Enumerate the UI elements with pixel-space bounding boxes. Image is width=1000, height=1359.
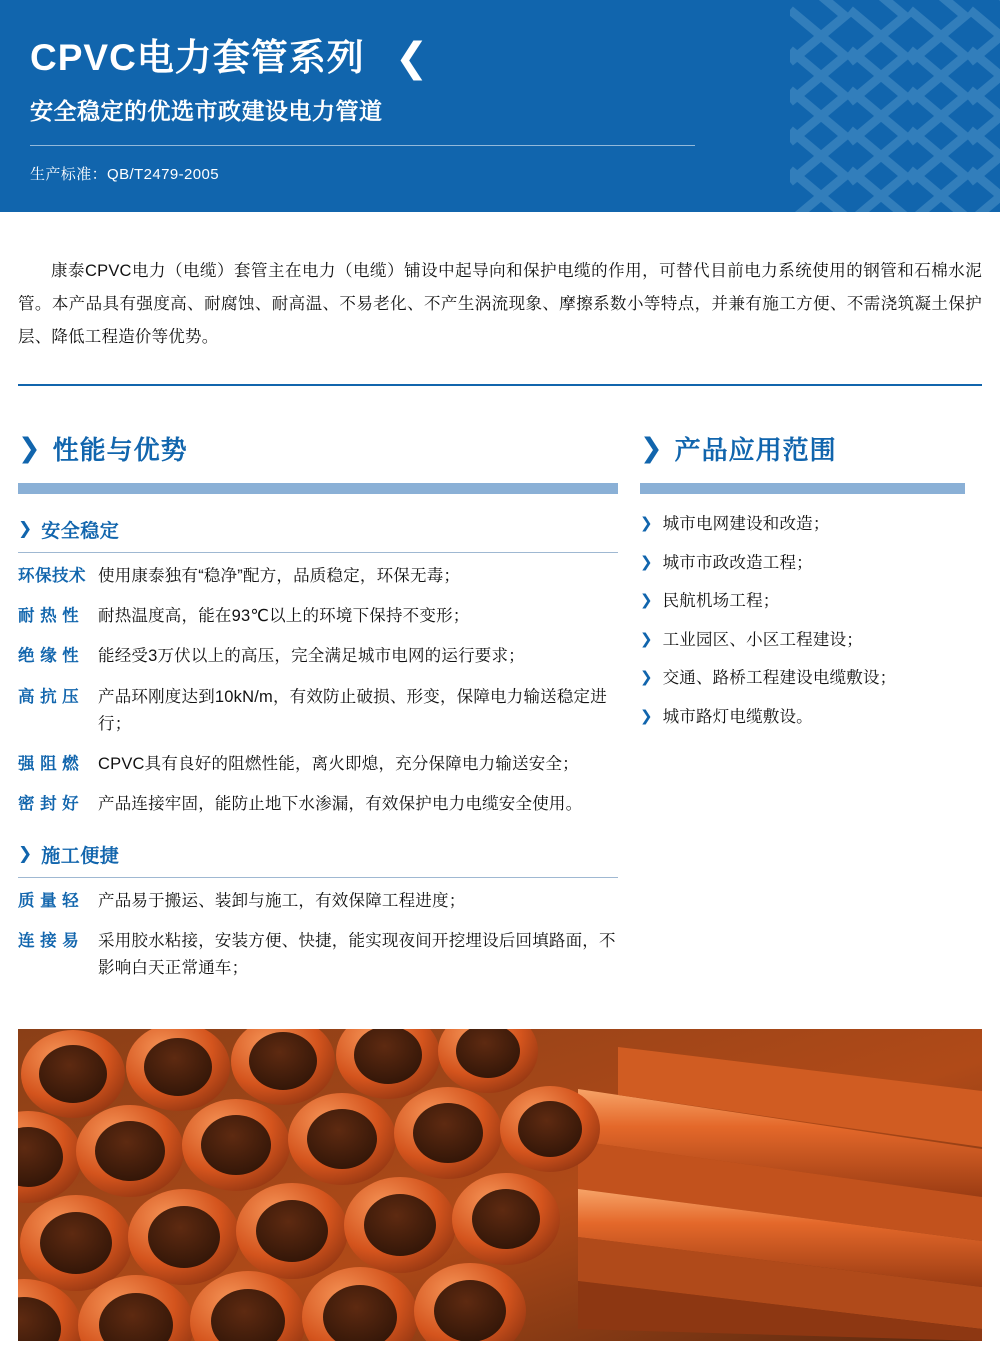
feature-row: [18, 751, 618, 778]
feature-row: [18, 684, 618, 738]
feature-label: 绝 缘 性: [18, 647, 80, 666]
feature-label: 密 封 好: [18, 795, 80, 814]
application-item-label: 交通、路桥工程建设电缆敷设；: [662, 669, 897, 688]
feature-text: CPVC具有良好的阻燃性能，离火即熄，充分保障电力输送安全；: [98, 755, 579, 774]
list-item: [640, 551, 965, 577]
application-title: 产品应用范围: [674, 435, 837, 465]
chevron-right-icon: ❯: [640, 433, 663, 464]
chevron-left-icon: ❮: [394, 35, 429, 82]
chevron-right-icon: ❯: [640, 514, 653, 532]
list-item: [640, 589, 965, 615]
list-item: [640, 705, 965, 731]
intro-paragraph: 康泰CPVC电力（电缆）套管主在电力（电缆）铺设中起导向和保护电缆的作用，可替代目前电力系统使用的钢管和石棉水泥管。本产品具有强度高、耐腐蚀、耐高温、不易老化、不产生涡流现象、摩擦系数小等特点，并兼有施工方便、不需浇筑凝土保护层、降低工程造价等优势。: [18, 262, 982, 346]
page-subtitle: 安全稳定的优选市政建设电力管道: [30, 97, 383, 124]
performance-heading: [18, 430, 618, 467]
application-accent-bar: [640, 483, 965, 494]
subsection-title: 施工便捷: [41, 845, 120, 867]
chevron-right-icon: ❯: [640, 629, 653, 648]
feature-row: [18, 603, 618, 630]
feature-text: 产品易于搬运、装卸与施工，有效保障工程进度；: [98, 891, 466, 910]
application-section: [640, 430, 965, 995]
application-item-label: 城市电网建设和改造；: [662, 515, 830, 533]
feature-text: 产品连接牢固，能防止地下水渗漏，有效保护电力电缆安全使用。: [98, 795, 583, 814]
subsection-divider: [18, 552, 618, 553]
application-item-label: 民航机场工程；: [662, 592, 780, 611]
application-item-label: 城市市政改造工程；: [662, 553, 813, 572]
performance-section: [18, 430, 618, 995]
feature-row: [18, 791, 618, 818]
chevron-right-icon: ❯: [640, 591, 653, 610]
feature-list-safety: [18, 563, 618, 819]
list-item: [640, 512, 965, 538]
feature-label: 环保技术: [18, 567, 86, 585]
header-title-row: [30, 35, 1000, 82]
feature-label: 强 阻 燃: [18, 755, 80, 774]
subsection-title: 安全稳定: [41, 521, 120, 542]
feature-list-construction: [18, 888, 618, 983]
subsection-heading-safety: [18, 516, 618, 543]
page-header: [0, 0, 1000, 212]
feature-label: 连 接 易: [18, 931, 80, 950]
chevron-right-icon: ❯: [640, 706, 653, 725]
production-standard: 生产标准：QB/T2479-2005: [30, 165, 219, 183]
feature-row: [18, 643, 618, 670]
page-title: CPVC电力套管系列: [30, 37, 365, 78]
feature-row: [18, 888, 618, 915]
feature-label: 耐 热 性: [18, 607, 80, 626]
chevron-right-icon: ❯: [640, 668, 653, 687]
header-content: [0, 0, 1000, 184]
intro-section: [18, 255, 982, 386]
performance-title: 性能与优势: [52, 435, 188, 465]
content-columns: [0, 430, 1000, 995]
chevron-right-icon: ❯: [18, 843, 33, 864]
subsection-divider: [18, 877, 618, 878]
feature-row: [18, 928, 618, 982]
feature-row: [18, 563, 618, 590]
application-item-label: 工业园区、小区工程建设；: [662, 630, 863, 649]
feature-text: 产品环刚度达到10kN/m，有效防止破损、形变，保障电力输送稳定进行；: [98, 687, 607, 733]
application-list: [640, 512, 965, 730]
pipe-stack-illustration: [18, 1029, 982, 1341]
performance-accent-bar: [18, 483, 618, 494]
feature-text: 耐热温度高，能在93℃以上的环境下保持不变形；: [98, 607, 470, 626]
chevron-right-icon: ❯: [640, 552, 653, 571]
application-item-label: 城市路灯电缆敷设。: [662, 707, 813, 726]
feature-label: 质 量 轻: [18, 891, 80, 910]
feature-text: 采用胶水粘接，安装方便、快捷，能实现夜间开挖埋设后回填路面，不影响白天正常通车；: [98, 931, 616, 977]
chevron-right-icon: ❯: [18, 519, 33, 539]
header-divider: [30, 145, 695, 146]
product-photo: [18, 1029, 982, 1341]
list-item: [640, 666, 965, 692]
chevron-right-icon: ❯: [18, 433, 41, 464]
subsection-heading-construction: [18, 841, 618, 868]
application-heading: [640, 430, 965, 467]
feature-label: 高 抗 压: [18, 687, 80, 706]
feature-text: 能经受3万伏以上的高压，完全满足城市电网的运行要求；: [98, 647, 525, 666]
list-item: [640, 628, 965, 654]
feature-text: 使用康泰独有“稳净”配方，品质稳定，环保无毒；: [98, 567, 461, 585]
